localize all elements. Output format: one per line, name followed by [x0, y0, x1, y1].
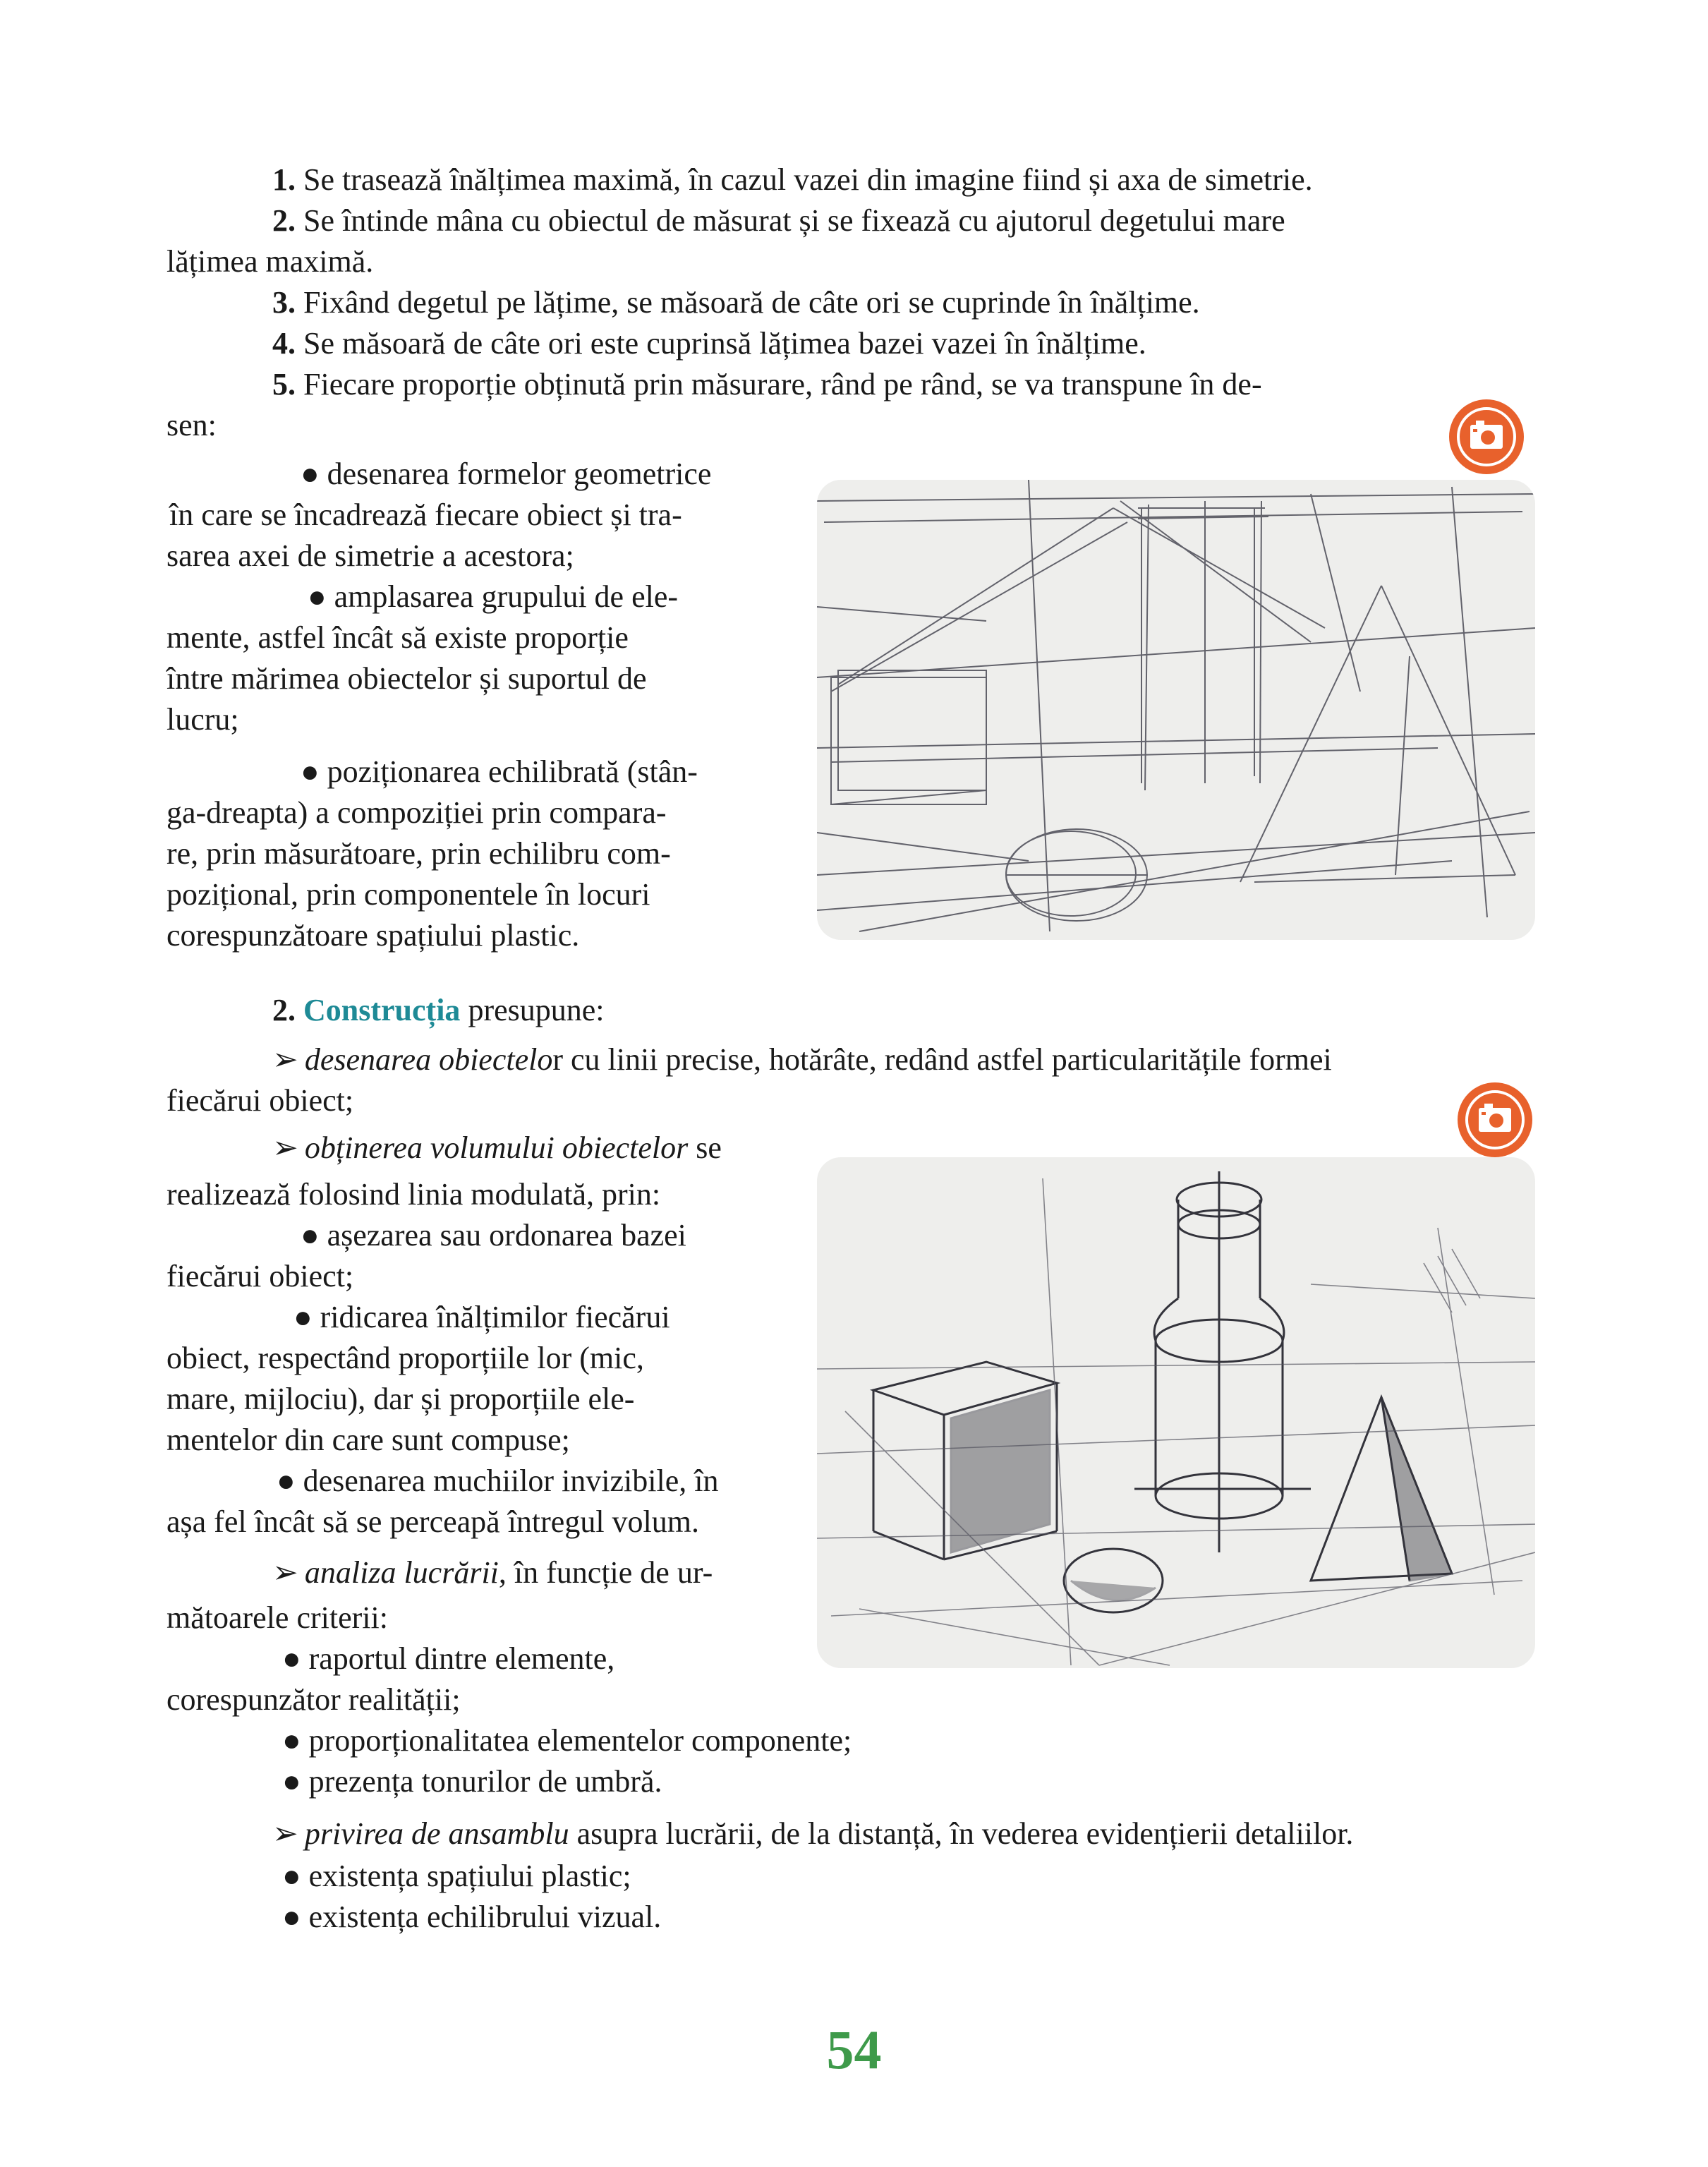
arrow-item-volum: ➢ obținerea volumului obiectelor se: [272, 1130, 722, 1165]
bullet-text: mente, astfel încât să existe proporție: [166, 620, 629, 655]
bullet-text: lucru;: [166, 702, 239, 737]
criteria-item: ● raportul dintre elemente,: [282, 1641, 615, 1676]
arrow-icon: ➢: [272, 1130, 297, 1165]
bullet-text: mentelor din care sunt compuse;: [166, 1423, 570, 1457]
camera-icon: [1449, 399, 1524, 474]
final-bullet: ● existența spațiului plastic;: [282, 1859, 631, 1893]
bullet-text: între mărimea obiectelor și suportul de: [166, 661, 647, 696]
final-bullet: ● existența echilibrului vizual.: [282, 1900, 662, 1934]
arrow-icon: ➢: [272, 1816, 297, 1851]
bullet-text: corespunzătoare spațiului plastic.: [166, 918, 580, 953]
arrow-icon: ➢: [272, 1042, 297, 1077]
bullet-text: pozițional, prin componentele în locuri: [166, 877, 650, 912]
list-item-5: 5. Fiecare proporție obținută prin măsurare, rând pe rând, se va transpune în de-: [272, 367, 1262, 402]
list-item-2-cont: lățimea maximă.: [166, 244, 374, 279]
criteria-item: ● prezența tonurilor de umbră.: [282, 1764, 662, 1799]
criteria-item: ● proporționalitatea elementelor componente;: [282, 1723, 852, 1758]
bullet-text: fiecărui obiect;: [166, 1259, 354, 1293]
bullet-text: ● desenarea formelor geometrice: [301, 457, 712, 491]
page-number: 54: [826, 2019, 882, 2080]
sketch-image-2: [817, 1157, 1535, 1668]
arrow-item-desenarea-cont: fiecărui obiect;: [166, 1083, 354, 1118]
bullet-text: ● ridicarea înălțimilor fiecărui: [293, 1300, 670, 1334]
bullet-text: ● desenarea muchiilor invizibile, în: [277, 1463, 719, 1498]
bullet-text: așa fel încât să se perceapă întregul volum.: [166, 1504, 700, 1539]
arrow-item-privirea: ➢ privirea de ansamblu asupra lucrării, de la distanță, în vederea evidențierii detaliilor.: [272, 1816, 1354, 1851]
arrow-icon: ➢: [272, 1555, 297, 1590]
camera-icon: [1458, 1082, 1532, 1157]
bullet-text: ● poziționarea echilibrată (stân-: [301, 754, 698, 789]
bullet-text: re, prin măsurătoare, prin echilibru com-: [166, 836, 671, 871]
bullet-text: ● așezarea sau ordonarea bazei: [301, 1218, 686, 1252]
sketch-image-1: [817, 480, 1535, 940]
bullet-text: în care se încadrează fiecare obiect și tra-: [169, 497, 682, 532]
bullet-text: ga-dreapta) a compoziției prin compara-: [166, 795, 667, 830]
arrow-item-desenarea: ➢ desenarea obiectelor cu linii precise, hotărâte, redând astfel particularitățile formei: [272, 1042, 1332, 1077]
list-item-1: 1. Se trasează înălțimea maximă, în cazul vazei din imagine fiind și axa de simetrie.: [272, 162, 1313, 197]
list-item-5-cont: sen:: [166, 408, 217, 442]
list-item-2: 2. Se întinde mâna cu obiectul de măsurat și se fixează cu ajutorul degetului mare: [272, 203, 1285, 238]
arrow-item-analiza-cont: mătoarele criterii:: [166, 1600, 388, 1635]
list-item-4: 4. Se măsoară de câte ori este cuprinsă lățimea bazei vazei în înălțime.: [272, 326, 1146, 361]
bullet-text: ● amplasarea grupului de ele-: [308, 579, 679, 614]
bullet-text: sarea axei de simetrie a acestora;: [166, 538, 574, 573]
bullet-text: obiect, respectând proporțiile lor (mic,: [166, 1341, 644, 1375]
bullet-text: realizează folosind linia modulată, prin:: [166, 1177, 661, 1212]
section-heading: 2. Construcția presupune:: [272, 993, 605, 1027]
bullet-text: mare, mijlociu), dar și proporțiile ele-: [166, 1382, 635, 1416]
arrow-item-analiza: ➢ analiza lucrării, în funcție de ur-: [272, 1555, 713, 1590]
list-item-3: 3. Fixând degetul pe lățime, se măsoară de câte ori se cuprinde în înălțime.: [272, 285, 1200, 320]
criteria-item: corespunzător realității;: [166, 1682, 461, 1717]
